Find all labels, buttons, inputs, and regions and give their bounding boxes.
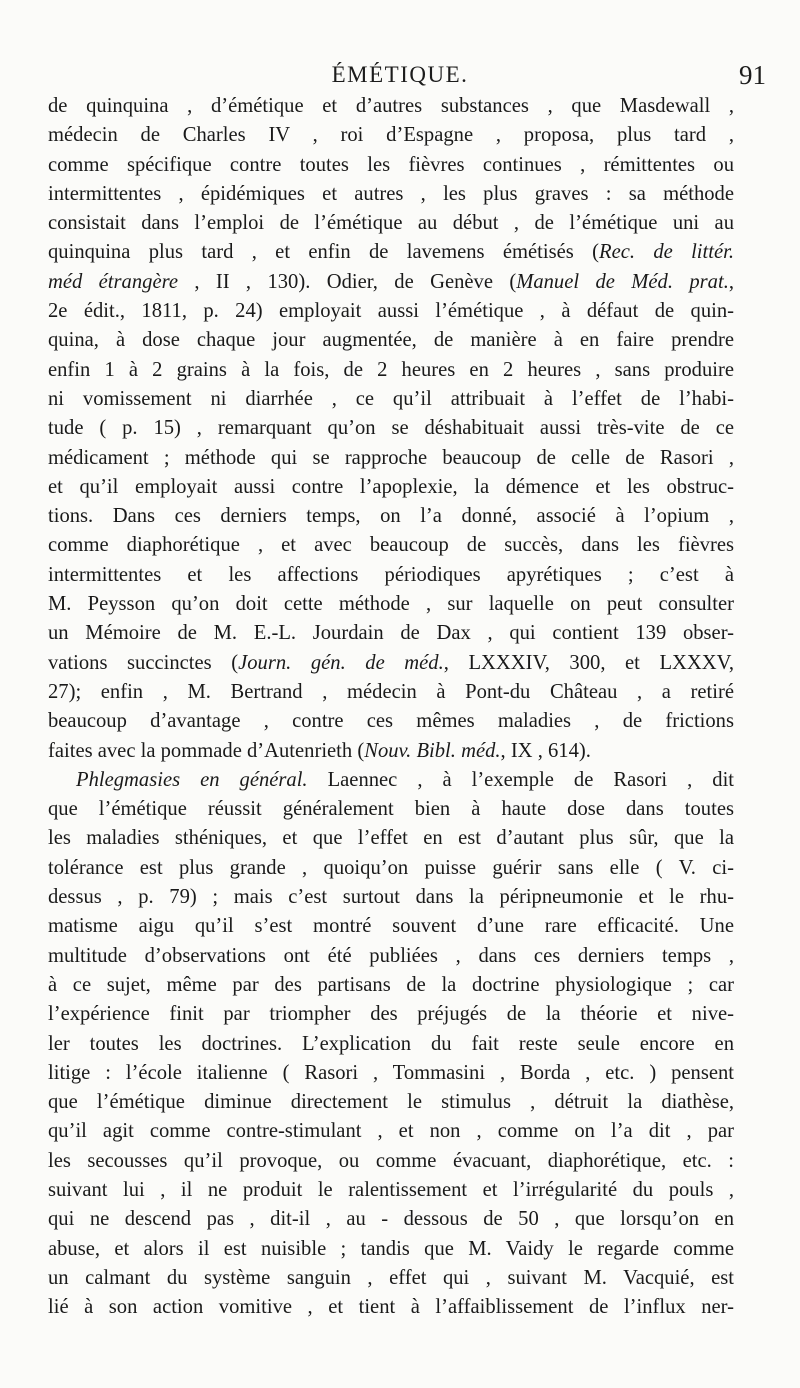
text-run: comme spécifique contre toutes les fièvres continues , rémittentes ou <box>48 153 734 176</box>
italic-text: Rec. de littér. <box>598 241 734 264</box>
text-run: beaucoup d’avantage , contre ces mêmes maladies , de frictions <box>48 710 734 733</box>
text-run: tude ( p. 15) , remarquant qu’on se déshabituait aussi très-vite de ce <box>48 417 734 440</box>
text-run: de quinquina , d’émétique et d’autres substances , que Masdewall , <box>48 95 734 117</box>
text-run: que l’émétique réussit généralement bien à haute dose dans toutes <box>48 798 734 821</box>
text-line <box>48 1088 734 1117</box>
text-line <box>48 1030 734 1059</box>
text-run: , II , 130). Odier, de Genève ( <box>177 270 517 293</box>
text-run: un calmant du système sanguin , effet qui , suivant M. Vacquié, est <box>48 1266 734 1289</box>
text-run: qui ne descend pas , dit-il , au - dessous de 50 , que lorsqu’on en <box>48 1208 734 1231</box>
text-line <box>48 444 734 473</box>
text-run: , IX , 614). <box>500 739 591 762</box>
text-line <box>48 268 734 297</box>
text-run: tions. Dans ces derniers temps, on l’a donné, associé à l’opium , <box>48 505 734 528</box>
text-line <box>48 1000 734 1029</box>
text-run: vations succinctes ( <box>48 651 239 674</box>
text-run: qu’il agit comme contre-stimulant , et non , comme on l’a dit , par <box>48 1120 734 1143</box>
italic-text: méd étrangère <box>48 270 178 293</box>
text-run: dessus , p. 79) ; mais c’est surtout dans la péripneumonie et le rhu- <box>48 886 734 909</box>
text-run: médicament ; méthode qui se rapproche beaucoup de celle de Rasori , <box>48 446 734 469</box>
text-run: litige : l’école italienne ( Rasori , Tommasini , Borda , etc. ) pensent <box>48 1061 734 1084</box>
italic-text: Phlegmasies en général. <box>76 768 308 791</box>
running-title: ÉMÉTIQUE. <box>331 62 469 87</box>
text-run: suivant lui , il ne produit le ralentissement et l’irrégularité du pouls , <box>48 1178 734 1201</box>
text-run: M. Peysson qu’on doit cette méthode , sur laquelle on peut consulter <box>48 593 734 616</box>
text-line <box>48 531 734 560</box>
text-line <box>48 707 734 736</box>
text-line <box>48 883 734 912</box>
text-run: ni vomissement ni diarrhée , ce qu’il attribuait à l’effet de l’habi- <box>48 387 734 410</box>
text-line <box>48 590 734 619</box>
text-run: les maladies sthéniques, et que l’effet en est d’autant plus sûr, que la <box>48 827 734 850</box>
text-line <box>48 766 734 795</box>
text-run: faites avec la pommade d’Autenrieth ( <box>48 739 365 762</box>
text-run: l’expérience finit par triompher des préjugés de la théorie et nive- <box>48 1003 734 1026</box>
text-line <box>48 1117 734 1146</box>
text-run: un Mémoire de M. E.-L. Jourdain de Dax , qui contient 139 obser- <box>48 622 734 645</box>
text-run: tolérance est plus grande , quoiqu’on puisse guérir sans elle ( V. ci- <box>48 856 734 879</box>
body-text <box>48 92 734 1322</box>
text-run: et qu’il employait aussi contre l’apoplexie, la démence et les obstruc- <box>48 475 734 498</box>
text-run: quina, à dose chaque jour augmentée, de manière à en faire prendre <box>48 329 734 352</box>
text-run: médecin de Charles IV , roi d’Espagne , proposa, plus tard , <box>48 124 734 147</box>
text-line <box>48 151 734 180</box>
text-line <box>48 326 734 355</box>
text-line <box>48 824 734 853</box>
text-run: que l’émétique diminue directement le stimulus , détruit la diathèse, <box>48 1091 734 1114</box>
italic-text: Manuel de Méd. prat. <box>516 270 729 293</box>
text-line <box>48 297 734 326</box>
text-line <box>48 356 734 385</box>
text-run: abuse, et alors il est nuisible ; tandis que M. Vaidy le regarde comme <box>48 1237 734 1260</box>
text-line <box>48 1176 734 1205</box>
text-run: comme diaphorétique , et avec beaucoup de succès, dans les fièvres <box>48 534 734 557</box>
text-line <box>48 1205 734 1234</box>
text-run: ler toutes les doctrines. L’explication du fait reste seule encore en <box>48 1032 734 1055</box>
text-line <box>48 502 734 531</box>
text-line <box>48 795 734 824</box>
text-line <box>48 414 734 443</box>
text-line <box>48 1293 734 1322</box>
text-run: matisme aigu qu’il s’est montré souvent d’une rare efficacité. Une <box>48 915 734 938</box>
text-run: Laennec , à l’exemple de Rasori , dit <box>307 768 735 791</box>
page-number: 91 <box>739 60 766 90</box>
text-line <box>48 92 734 121</box>
text-line <box>48 649 734 678</box>
text-line <box>48 238 734 267</box>
text-line <box>48 1147 734 1176</box>
text-run: 27); enfin , M. Bertrand , médecin à Pont-du Château , a retiré <box>48 680 734 703</box>
text-run: enfin 1 à 2 grains à la fois, de 2 heures en 2 heures , sans produire <box>48 358 734 381</box>
text-run: les secousses qu’il provoque, ou comme évacuant, diaphorétique, etc. : <box>48 1149 734 1172</box>
text-line <box>48 473 734 502</box>
text-line <box>48 121 734 150</box>
text-line <box>48 737 734 766</box>
text-line <box>48 209 734 238</box>
text-run: à ce sujet, même par des partisans de la doctrine physiologique ; car <box>48 973 734 996</box>
text-run: lié à son action vomitive , et tient à l’affaiblissement de l’influx ner- <box>48 1296 734 1319</box>
text-run: multitude d’observations ont été publiées , dans ces derniers temps , <box>48 944 734 967</box>
text-run: , LXXXIV, 300, et LXXXV, <box>443 651 735 674</box>
text-line <box>48 854 734 883</box>
text-line <box>48 1264 734 1293</box>
text-line <box>48 678 734 707</box>
text-run: intermittentes et les affections périodiques apyrétiques ; c’est à <box>48 563 734 586</box>
text-line <box>48 619 734 648</box>
italic-text: Journ. gén. de méd. <box>238 651 444 674</box>
text-line <box>48 561 734 590</box>
italic-text: Nouv. Bibl. méd. <box>364 739 501 762</box>
text-line <box>48 912 734 941</box>
text-run: quinquina plus tard , et enfin de lavemens émétisés ( <box>48 241 599 264</box>
text-run: , <box>728 270 734 293</box>
text-line <box>48 1235 734 1264</box>
text-line <box>48 971 734 1000</box>
text-line <box>48 942 734 971</box>
text-run: intermittentes , épidémiques et autres , les plus graves : sa méthode <box>48 182 734 205</box>
text-line <box>48 180 734 209</box>
text-line <box>48 385 734 414</box>
text-run: consistait dans l’emploi de l’émétique au début , de l’émétique uni au <box>48 212 734 235</box>
text-line <box>48 1059 734 1088</box>
text-run: 2e édit., 1811, p. 24) employait aussi l’émétique , à défaut de quin- <box>48 300 734 323</box>
